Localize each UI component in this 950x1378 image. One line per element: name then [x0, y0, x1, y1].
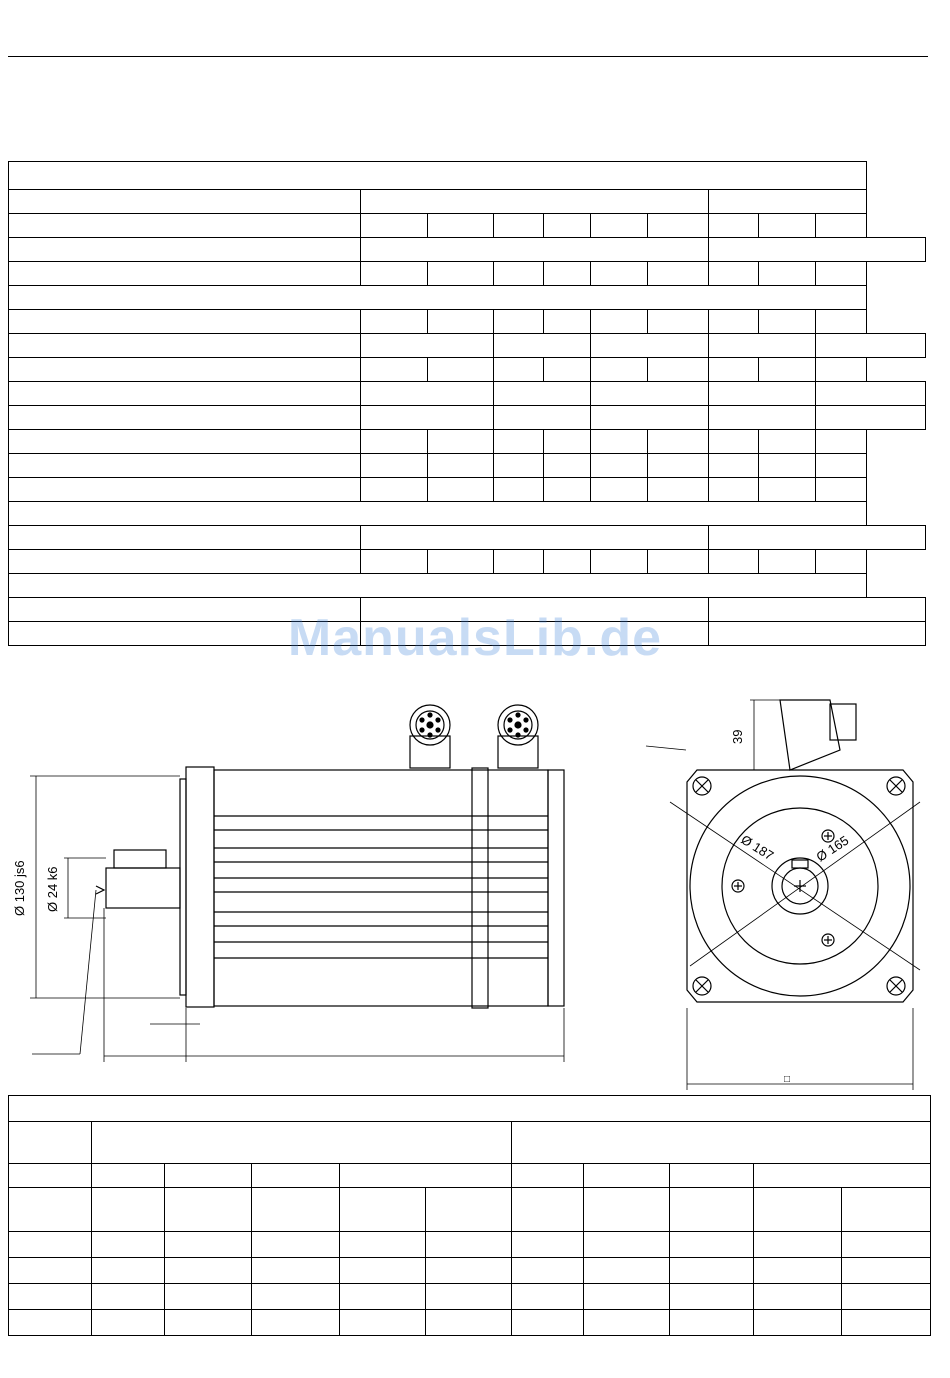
table-row [9, 502, 926, 526]
table-cell [165, 1284, 252, 1310]
table-cell [92, 1232, 165, 1258]
table-cell [9, 334, 361, 358]
dimension-table [8, 1095, 931, 1336]
table-cell [340, 1310, 426, 1336]
table-cell [816, 382, 926, 406]
table-cell [709, 406, 816, 430]
table-cell [428, 262, 494, 286]
table-cell [648, 430, 709, 454]
table-row [9, 406, 926, 430]
table-cell [816, 406, 926, 430]
table-row [9, 382, 926, 406]
table-cell [9, 1232, 92, 1258]
table-row [9, 1122, 931, 1164]
table-cell [494, 454, 544, 478]
table-cell [759, 262, 816, 286]
table-cell [252, 1232, 340, 1258]
table-cell [9, 162, 867, 190]
table-cell [584, 1164, 670, 1188]
table-cell [361, 430, 428, 454]
table-cell [842, 1188, 931, 1232]
dim-shaft-fit-label: Ø 130 js6 [12, 860, 27, 916]
table-cell [842, 1258, 931, 1284]
table-cell [591, 262, 648, 286]
table-cell [428, 430, 494, 454]
table-cell [709, 262, 759, 286]
table-cell [648, 262, 709, 286]
table-cell [9, 574, 867, 598]
table-cell [709, 478, 759, 502]
table-row [9, 550, 926, 574]
table-cell [648, 214, 709, 238]
table-cell [252, 1284, 340, 1310]
table-cell [709, 310, 759, 334]
table-cell [165, 1164, 252, 1188]
table-cell [648, 454, 709, 478]
table-cell [165, 1310, 252, 1336]
table-cell [584, 1284, 670, 1310]
table-cell [816, 310, 867, 334]
table-cell [816, 334, 926, 358]
table-cell [361, 526, 709, 550]
table-cell [709, 238, 926, 262]
table-cell [494, 310, 544, 334]
mount-hole-icon [887, 777, 905, 795]
table-cell [494, 430, 544, 454]
table-cell [842, 1284, 931, 1310]
table-cell [494, 478, 544, 502]
table-cell [340, 1188, 426, 1232]
table-cell [648, 550, 709, 574]
table-cell [9, 286, 867, 310]
table-cell [591, 478, 648, 502]
table-cell [426, 1188, 512, 1232]
table-cell [361, 334, 494, 358]
table-cell [361, 358, 428, 382]
table-cell [361, 454, 428, 478]
table-row [9, 1232, 931, 1258]
table-cell [759, 430, 816, 454]
table-cell [591, 334, 709, 358]
screw-hole-icon [732, 880, 744, 892]
table-cell [709, 454, 759, 478]
table-cell [9, 238, 361, 262]
table-cell [426, 1232, 512, 1258]
table-cell [361, 262, 428, 286]
table-cell [670, 1284, 754, 1310]
table-cell [512, 1122, 931, 1164]
table-cell [591, 358, 648, 382]
table-cell [759, 478, 816, 502]
table-row [9, 1096, 931, 1122]
table-cell [252, 1188, 340, 1232]
table-cell [591, 214, 648, 238]
table-cell [361, 190, 709, 214]
table-cell [816, 478, 867, 502]
table-cell [591, 382, 709, 406]
table-cell [591, 454, 648, 478]
table-cell [361, 238, 709, 262]
table-row [9, 162, 926, 190]
table-cell [842, 1310, 931, 1336]
table-cell [361, 382, 494, 406]
table-cell [709, 214, 759, 238]
table-cell [709, 430, 759, 454]
table-cell [709, 550, 759, 574]
table-cell [709, 382, 816, 406]
square-symbol: □ [784, 1074, 791, 1085]
dim-circle-inner-label: Ø 165 [813, 832, 852, 865]
table-cell [754, 1232, 842, 1258]
table-cell [816, 550, 867, 574]
table-cell [709, 358, 759, 382]
table-cell [92, 1258, 165, 1284]
table-cell [584, 1188, 670, 1232]
table-row [9, 1310, 931, 1336]
table-cell [648, 310, 709, 334]
table-cell [584, 1258, 670, 1284]
table-cell [426, 1258, 512, 1284]
table-cell [494, 550, 544, 574]
table-cell [494, 382, 591, 406]
table-cell [340, 1164, 512, 1188]
table-cell [754, 1258, 842, 1284]
table-cell [340, 1284, 426, 1310]
table-cell [428, 310, 494, 334]
table-row [9, 478, 926, 502]
table-cell [9, 550, 361, 574]
table-cell [9, 1122, 92, 1164]
mount-hole-icon [887, 977, 905, 995]
table-row [9, 1284, 931, 1310]
table-cell [428, 550, 494, 574]
table-cell [494, 406, 591, 430]
table-cell [428, 454, 494, 478]
dim-shaft-diameter-label: Ø 24 k6 [45, 866, 60, 912]
table-cell [759, 550, 816, 574]
table-cell [544, 214, 591, 238]
table-cell [512, 1188, 584, 1232]
table-cell [428, 214, 494, 238]
table-cell [361, 214, 428, 238]
table-cell [670, 1232, 754, 1258]
table-row [9, 454, 926, 478]
table-cell [670, 1164, 754, 1188]
table-cell [494, 358, 544, 382]
table-cell [9, 1284, 92, 1310]
table-cell [92, 1284, 165, 1310]
table-cell [165, 1188, 252, 1232]
table-cell [709, 190, 867, 214]
table-cell [512, 1232, 584, 1258]
table-cell [9, 1096, 931, 1122]
table-cell [816, 454, 867, 478]
table-cell [512, 1258, 584, 1284]
table-cell [9, 1164, 92, 1188]
table-cell [759, 214, 816, 238]
table-cell [9, 1188, 92, 1232]
table-cell [591, 550, 648, 574]
header-rule [8, 56, 928, 57]
table-cell [9, 1310, 92, 1336]
table-cell [512, 1310, 584, 1336]
table-cell [165, 1258, 252, 1284]
table-cell [428, 478, 494, 502]
table-row [9, 334, 926, 358]
table-cell [544, 478, 591, 502]
table-cell [9, 190, 361, 214]
connector-1-icon [410, 705, 450, 768]
dim-connector-height-label: 39 [730, 729, 745, 744]
table-cell [670, 1188, 754, 1232]
table-cell [544, 550, 591, 574]
table-cell [754, 1188, 842, 1232]
table-cell [252, 1258, 340, 1284]
table-cell [544, 310, 591, 334]
table-cell [816, 262, 867, 286]
table-cell [816, 358, 867, 382]
table-cell [9, 430, 361, 454]
table-cell [591, 310, 648, 334]
table-cell [9, 502, 867, 526]
table-row [9, 262, 926, 286]
table-cell [759, 310, 816, 334]
dim-circle-outer-label: Ø 187 [738, 831, 777, 864]
table-row [9, 358, 926, 382]
table-row [9, 214, 926, 238]
table-cell [544, 262, 591, 286]
table-row [9, 238, 926, 262]
screw-hole-icon [822, 934, 834, 946]
table-cell [759, 454, 816, 478]
table-cell [9, 406, 361, 430]
table-cell [648, 358, 709, 382]
table-row [9, 286, 926, 310]
table-cell [584, 1310, 670, 1336]
table-cell [92, 1310, 165, 1336]
motor-front-view-drawing [630, 690, 940, 1090]
table-row [9, 190, 926, 214]
table-cell [709, 526, 926, 550]
table-cell [754, 1310, 842, 1336]
table-cell [842, 1232, 931, 1258]
table-cell [9, 214, 361, 238]
table-cell [9, 478, 361, 502]
table-cell [9, 262, 361, 286]
table-cell [759, 358, 816, 382]
table-cell [584, 1232, 670, 1258]
table-cell [494, 262, 544, 286]
table-cell [361, 310, 428, 334]
table-cell [92, 1122, 512, 1164]
table-cell [512, 1164, 584, 1188]
table-cell [9, 382, 361, 406]
table-cell [544, 454, 591, 478]
table-cell [754, 1164, 931, 1188]
table-cell [648, 478, 709, 502]
table-cell [591, 430, 648, 454]
table-cell [494, 214, 544, 238]
spec-table [8, 161, 926, 646]
table-cell [252, 1164, 340, 1188]
table-cell [9, 358, 361, 382]
table-row [9, 574, 926, 598]
table-cell [816, 430, 867, 454]
table-cell [544, 430, 591, 454]
table-cell [670, 1258, 754, 1284]
table-cell [9, 526, 361, 550]
table-cell [591, 406, 709, 430]
table-row [9, 1164, 931, 1188]
table-cell [428, 358, 494, 382]
table-cell [754, 1284, 842, 1310]
mount-hole-icon [693, 777, 711, 795]
table-row [9, 1188, 931, 1232]
table-cell [361, 550, 428, 574]
table-cell [709, 334, 816, 358]
table-row [9, 430, 926, 454]
mount-hole-icon [693, 977, 711, 995]
table-cell [816, 214, 867, 238]
table-cell [340, 1232, 426, 1258]
table-cell [92, 1188, 165, 1232]
table-cell [252, 1310, 340, 1336]
table-row [9, 526, 926, 550]
table-cell [426, 1310, 512, 1336]
table-cell [361, 478, 428, 502]
table-cell [340, 1258, 426, 1284]
table-row [9, 1258, 931, 1284]
table-cell [9, 310, 361, 334]
table-cell [494, 334, 591, 358]
table-cell [512, 1284, 584, 1310]
table-cell [361, 406, 494, 430]
table-cell [9, 1258, 92, 1284]
watermark: ManualsLib.de [287, 609, 663, 667]
table-cell [544, 358, 591, 382]
connector-2-icon [498, 705, 538, 768]
motor-side-view-drawing [0, 690, 600, 1090]
table-cell [92, 1164, 165, 1188]
table-cell [670, 1310, 754, 1336]
table-cell [165, 1232, 252, 1258]
table-cell [9, 454, 361, 478]
table-cell [426, 1284, 512, 1310]
table-row [9, 310, 926, 334]
